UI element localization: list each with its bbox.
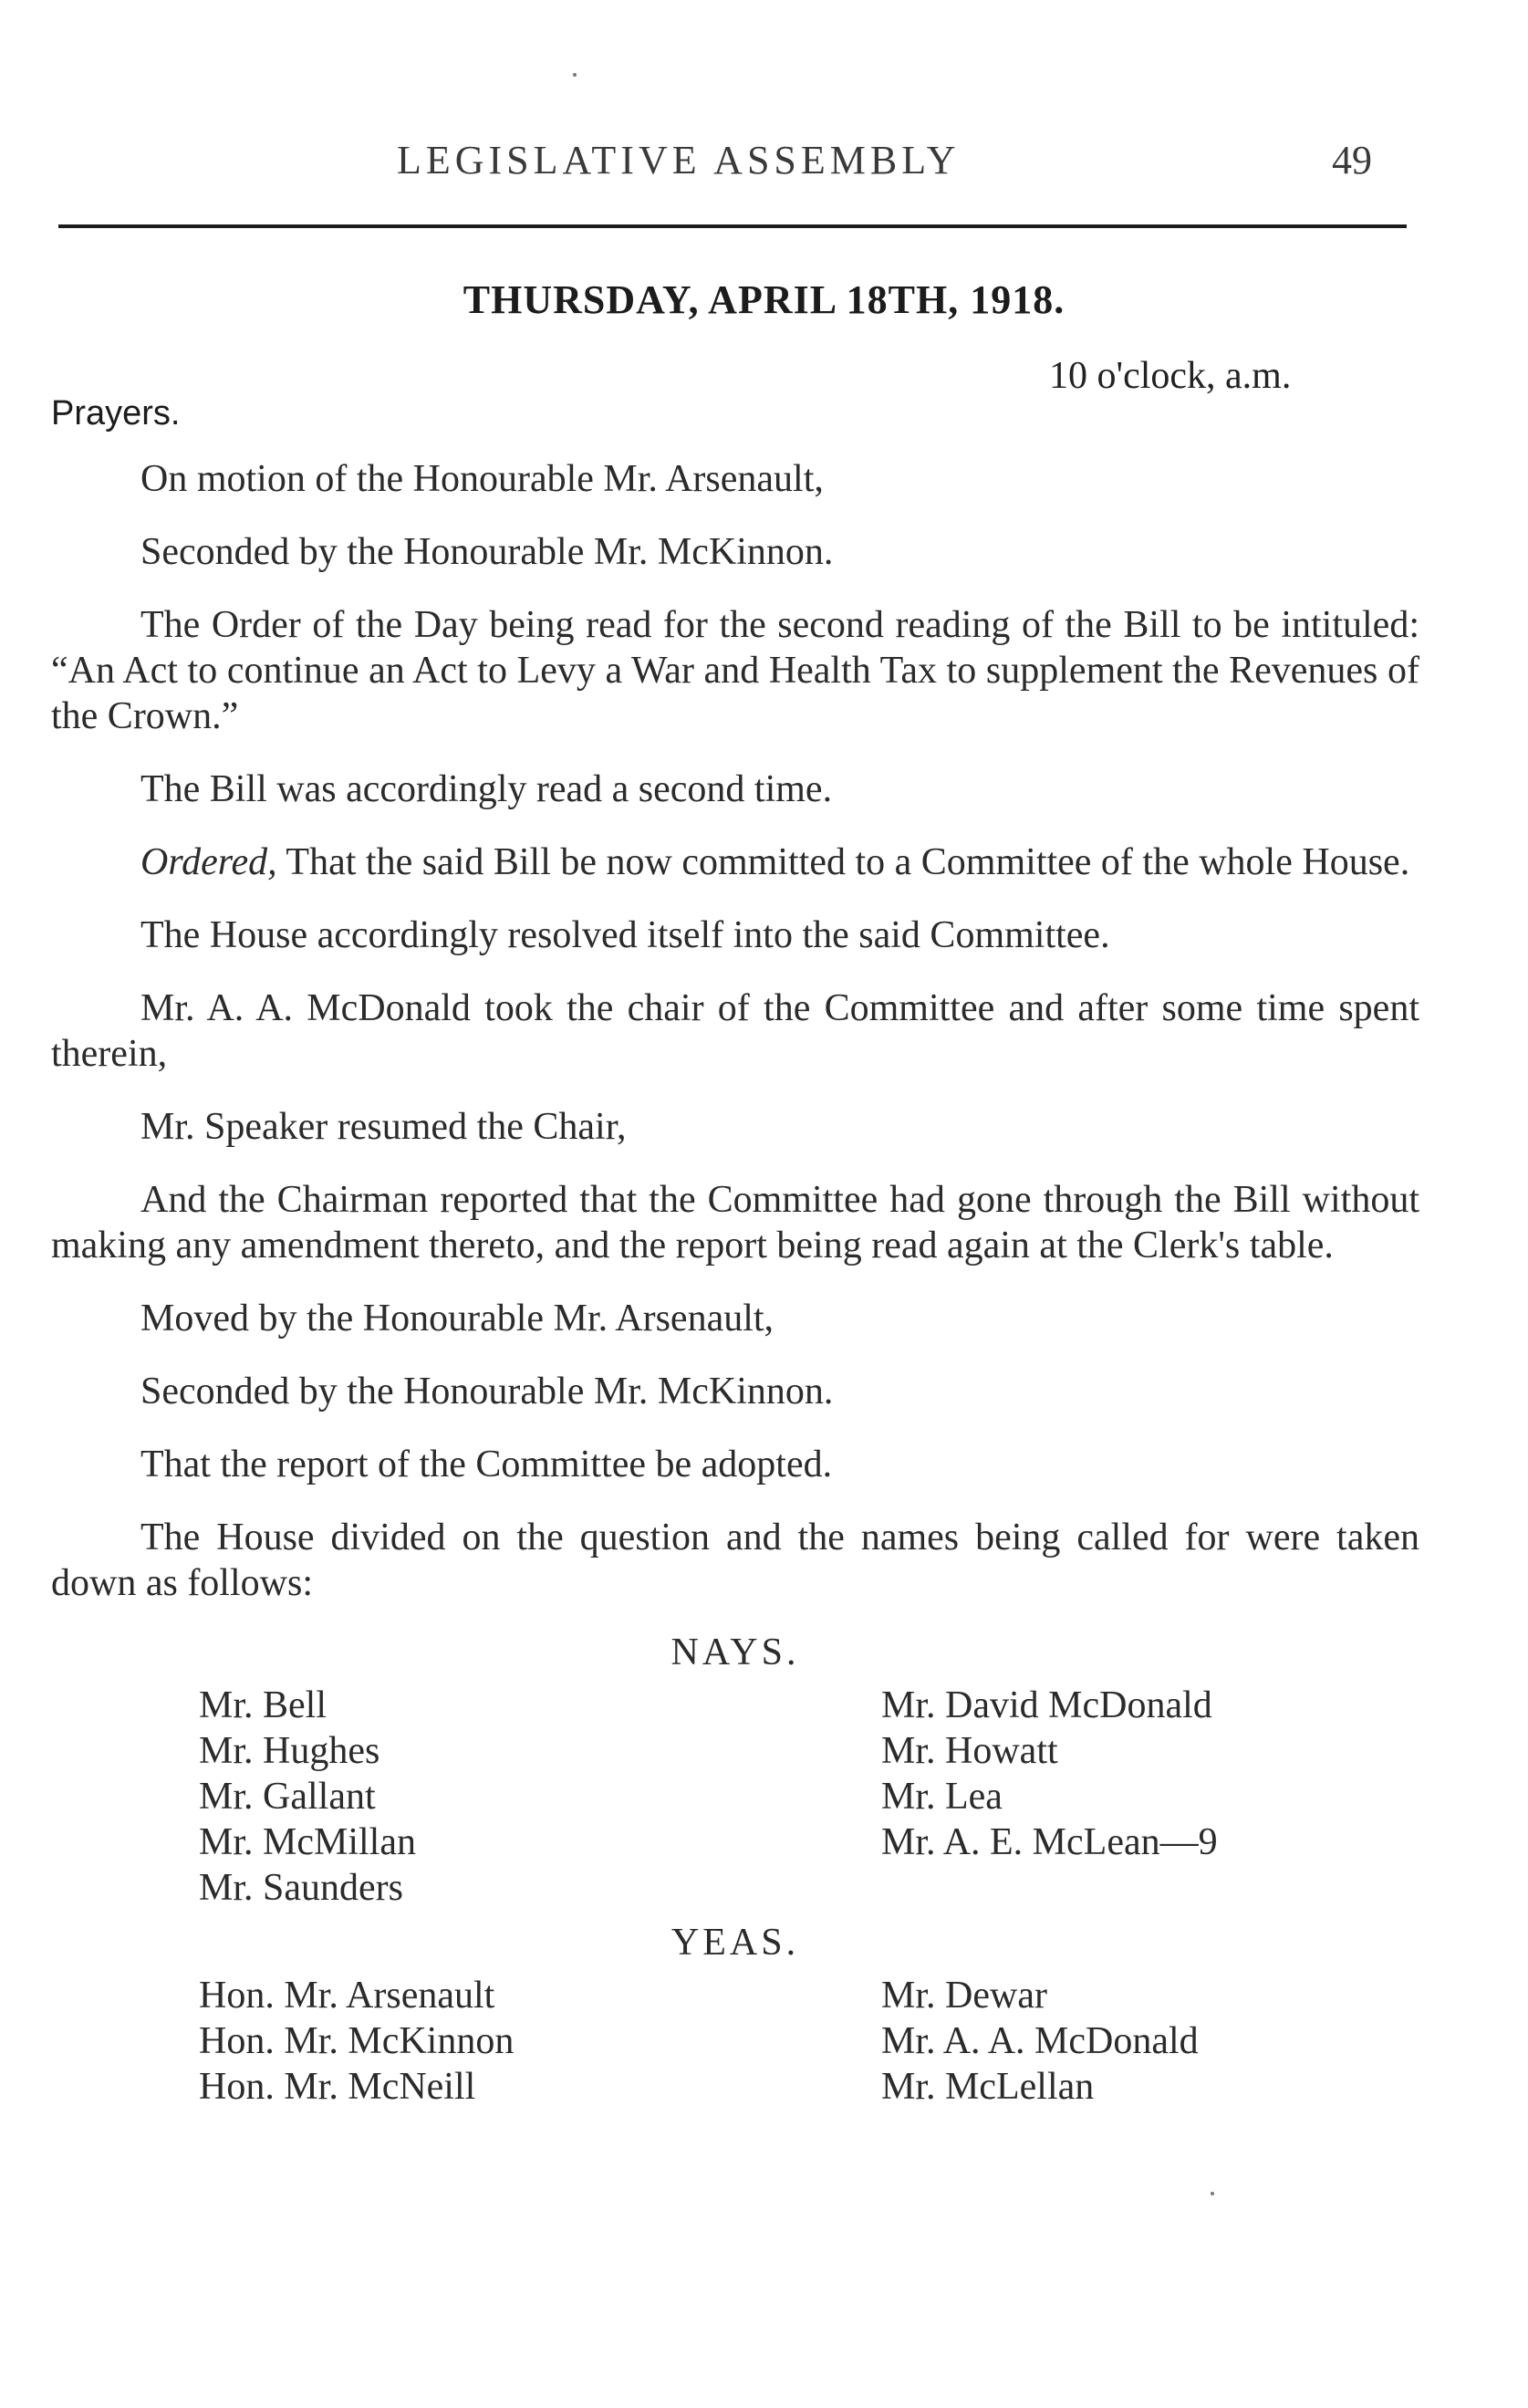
paragraph-order-of-day [51,602,1419,739]
member-name: Mr. Lea [881,1776,1003,1818]
header-rule [58,224,1407,228]
paragraph-seconded-2 [51,1369,1419,1414]
yeas-block [51,1920,1419,2110]
paragraph-adopted [51,1442,1419,1487]
paragraph-text: That the said Bill be now committed to a Committee of the whole House. [276,841,1410,883]
member-name: Mr. Hughes [199,1730,380,1772]
paragraph-text: The Order of the Day being read for the second reading of the Bill to be intituled: “An Act to continue an Act to Levy a War and Health Tax to supplement the Revenues of the Crown.” [51,604,1419,737]
yeas-right-column [881,1973,1385,2110]
member-name: Mr. Dewar [881,1975,1047,2017]
paragraph-text: The Bill was accordingly read a second time. [140,768,833,810]
member-name: Mr. David McDonald [881,1684,1212,1726]
yeas-left-column [199,1973,881,2110]
nays-block [51,1630,1419,1911]
member-name: Mr. A. A. McDonald [881,2020,1199,2062]
paragraph-text: Mr. Speaker resumed the Chair, [140,1106,627,1148]
member-name: Mr. McMillan [199,1821,416,1863]
paragraph-division [51,1515,1419,1606]
date-heading: THURSDAY, APRIL 18TH, 1918. [463,277,1065,322]
paragraph-second-reading [51,766,1419,812]
journal-body [51,456,1419,2110]
page-number: 49 [1332,138,1372,182]
member-name: Hon. Mr. McNeill [199,2066,476,2108]
paragraph-committee [51,912,1419,958]
paragraph-motion [51,456,1419,502]
nays-table [199,1683,1385,1911]
yeas-table [199,1973,1385,2110]
ordered-lead: Ordered, [140,841,277,883]
paragraph-speaker [51,1104,1419,1150]
nays-heading: NAYS. [670,1631,800,1673]
paragraph-text: Seconded by the Honourable Mr. McKinnon. [140,1371,834,1412]
paragraph-text: On motion of the Honourable Mr. Arsenault, [140,458,824,500]
paragraph-text: Moved by the Honourable Mr. Arsenault, [140,1298,774,1340]
paragraph-text: The House accordingly resolved itself into the said Committee. [140,914,1110,956]
scan-speck [573,73,577,77]
nays-right-column [881,1683,1385,1911]
scan-speck [1211,2192,1214,2195]
member-name: Mr. A. E. McLean—9 [881,1821,1218,1863]
paragraph-text: The House divided on the question and the names being called for were taken down as follows: [51,1517,1419,1604]
member-name: Mr. Howatt [881,1730,1058,1772]
paragraph-text: Seconded by the Honourable Mr. McKinnon. [140,531,834,573]
paragraph-text: That the report of the Committee be adopted. [140,1444,833,1485]
paragraph-text: Mr. A. A. McDonald took the chair of the Committee and after some time spent therein, [51,987,1419,1075]
paragraph-moved [51,1296,1419,1341]
paragraph-seconded [51,529,1419,575]
running-head [0,137,1528,192]
member-name: Hon. Mr. McKinnon [199,2020,515,2062]
nays-left-column [199,1683,881,1911]
member-name: Mr. Bell [199,1684,327,1726]
prayers-heading: Prayers. [51,394,181,433]
member-name: Mr. McLellan [881,2066,1095,2108]
paragraph-report [51,1177,1419,1268]
running-title: LEGISLATIVE ASSEMBLY [397,138,961,182]
yeas-heading: YEAS. [670,1922,800,1964]
paragraph-text: And the Chairman reported that the Committee had gone through the Bill without making any amendment thereto, and the report being read again at the Clerk's table. [51,1179,1419,1267]
member-name: Hon. Mr. Arsenault [199,1975,495,2017]
paragraph-chair [51,985,1419,1077]
member-name: Mr. Gallant [199,1776,376,1818]
paragraph-ordered [51,839,1419,885]
sitting-time: 10 o'clock, a.m. [1049,355,1292,397]
member-name: Mr. Saunders [199,1867,403,1909]
